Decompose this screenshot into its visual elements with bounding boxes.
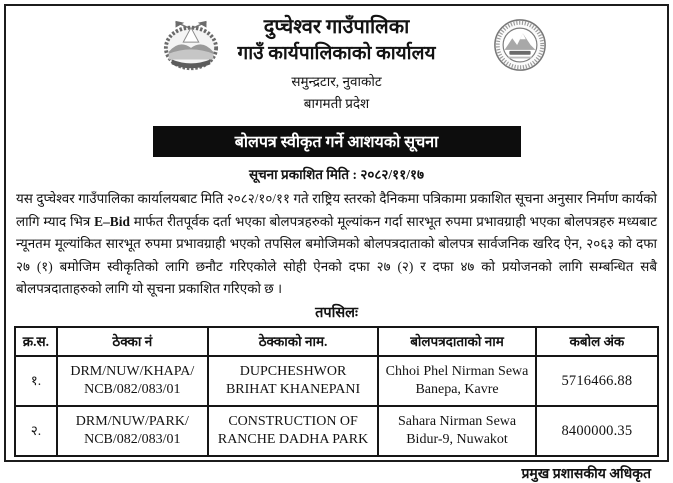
schedule-heading: तपसिलः — [315, 304, 358, 321]
table-row — [15, 356, 658, 406]
notice-body-part2: मार्फत रीतपूर्वक दर्ता भएका बोलपत्रहरुको मूल्यांकन गर्दा सारभूत रुपमा प्रभावग्राही भएका बोलपत्रहरु मध्यबाट न्यूनतम मूल्यांकित सारभूत रुपमा प्रभावग्राही भएको तपसिल बमोजिमको बोलपत्रदाताको बोलपत्र सार्वजनिक खरिद ऐन, २०६३ को दफा २७ (१) बमोजिम स्वीकृतिको लागि छनौट गरिएकोले सोही ऐनको दफा २७ (२) र दफा ४७ को प्रयोजनको लागि सम्बन्धित सबै बोलपत्रदाताहरुको लागि यो सूचना प्रकाशित गरिएको छ । — [16, 213, 657, 297]
header-contract-name: ठेक्काको नाम. — [208, 327, 378, 356]
bidder-name-cell: Sahara Nirman Sewa Bidur-9, Nuwakot — [378, 406, 536, 456]
contract-name-cell: DUPCHESHWOR BRIHAT KHANEPANI — [208, 356, 378, 406]
org-address: समुन्द्रटार, नुवाकोट — [291, 74, 382, 89]
table-header-row — [15, 327, 658, 356]
header-bidder-name: बोलपत्रदाताको नाम — [378, 327, 536, 356]
ebid-term: E–Bid — [94, 213, 130, 229]
signature-title: प्रमुख प्रशासकीय अधिकृत — [521, 466, 651, 482]
notice-page — [4, 4, 669, 482]
notice-body-part1: यस दुप्चेश्वर गाउँपालिका कार्यालयबाट मिति २०८२/१०/११ गते राष्ट्रिय स्तरको दैनिकमा पत्रिकामा प्रकाशित सूचना अनुसार निर्माण कार्यको लागि म्याद भित्र — [16, 191, 657, 229]
serial-no-cell: १. — [15, 356, 57, 406]
notice-body — [16, 188, 657, 301]
org-title: दुप्चेश्वर गाउँपालिका — [263, 16, 410, 38]
header-section — [14, 14, 659, 118]
header-contract-no: ठेक्का नं — [57, 327, 208, 356]
bid-amount-cell: 8400000.35 — [536, 406, 658, 456]
bidder-name-cell: Chhoi Phel Nirman Sewa Banepa, Kavre — [378, 356, 536, 406]
publish-date: सूचना प्रकाशित मिति : २०८२/११/१७ — [248, 167, 425, 182]
header-bid-amount: कबोल अंक — [536, 327, 658, 356]
org-office: गाउँ कार्यपालिकाको कार्यालय — [237, 43, 436, 64]
notice-title-banner: बोलपत्र स्वीकृत गर्ने आशयको सूचना — [153, 126, 521, 157]
schedule-table — [14, 326, 659, 457]
contract-name-cell: CONSTRUCTION OF RANCHE DADHA PARK — [208, 406, 378, 456]
contract-no-cell: DRM/NUW/PARK/ NCB/082/083/01 — [57, 406, 208, 456]
header-serial-no: क्र.स. — [15, 327, 57, 356]
table-row — [15, 406, 658, 456]
municipality-seal-icon — [490, 18, 550, 79]
nepal-emblem-icon — [162, 16, 220, 81]
org-province: बागमती प्रदेश — [303, 96, 370, 111]
bid-amount-cell: 5716466.88 — [536, 356, 658, 406]
contract-no-cell: DRM/NUW/KHAPA/ NCB/082/083/01 — [57, 356, 208, 406]
serial-no-cell: २. — [15, 406, 57, 456]
